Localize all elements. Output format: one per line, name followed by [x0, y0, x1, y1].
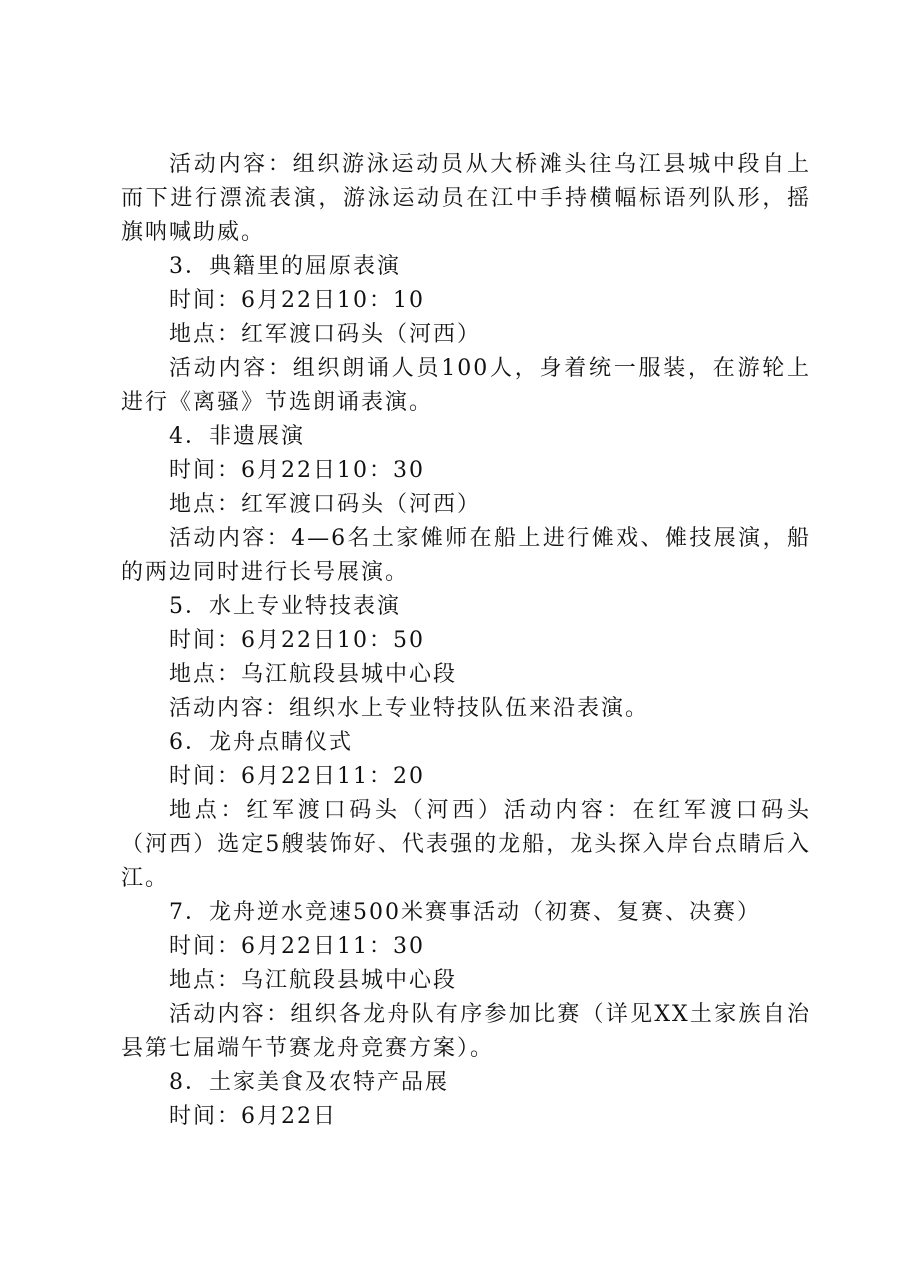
- item-4-time: 时间：6月22日10：30: [169, 458, 425, 483]
- item-4-title: 4．非遗展演: [169, 424, 305, 449]
- item-5-place: 地点：乌江航段县城中心段: [169, 662, 458, 687]
- item-3-content: 活动内容：组织朗诵人员100人，身着统一服装，在游轮上进行《离骚》节选朗诵表演。: [121, 356, 811, 415]
- item-7-place: 地点：乌江航段县城中心段: [169, 968, 458, 993]
- item-6-title: 6．龙舟点睛仪式: [169, 730, 353, 755]
- item-3-title: 3．典籍里的屈原表演: [169, 254, 401, 279]
- item-7-time: 时间：6月22日11：30: [169, 934, 425, 959]
- document-body: [121, 148, 811, 1134]
- activity-paragraph-swimming: 活动内容：组织游泳运动员从大桥滩头往乌江县城中段自上而下进行漂流表演，游泳运动员在江中手持横幅标语列队形，摇旗呐喊助威。: [121, 152, 811, 245]
- item-5-time: 时间：6月22日10：50: [169, 628, 425, 653]
- item-3-place: 地点：红军渡口码头（河西）: [169, 322, 482, 347]
- item-8-title: 8．土家美食及农特产品展: [169, 1070, 449, 1095]
- item-5-title: 5．水上专业特技表演: [169, 594, 401, 619]
- item-6-time: 时间：6月22日11：20: [169, 764, 425, 789]
- item-6-place-content: 地点：红军渡口码头（河西）活动内容：在红军渡口码头（河西）选定5艘装饰好、代表强的龙船，龙头探入岸台点睛后入江。: [121, 798, 811, 891]
- item-4-content: 活动内容：4—6名土家傩师在船上进行傩戏、傩技展演，船的两边同时进行长号展演。: [121, 526, 811, 585]
- item-7-title: 7．龙舟逆水竞速500米赛事活动（初赛、复赛、决赛）: [169, 900, 761, 925]
- item-5-content: 活动内容：组织水上专业特技队伍来沿表演。: [169, 696, 650, 721]
- item-3-time: 时间：6月22日10：10: [169, 288, 425, 313]
- item-4-place: 地点：红军渡口码头（河西）: [169, 492, 482, 517]
- item-8-time: 时间：6月22日: [169, 1104, 337, 1129]
- item-7-content: 活动内容：组织各龙舟队有序参加比赛（详见XX土家族自治县第七届端午节赛龙舟竞赛方案）。: [121, 1002, 811, 1061]
